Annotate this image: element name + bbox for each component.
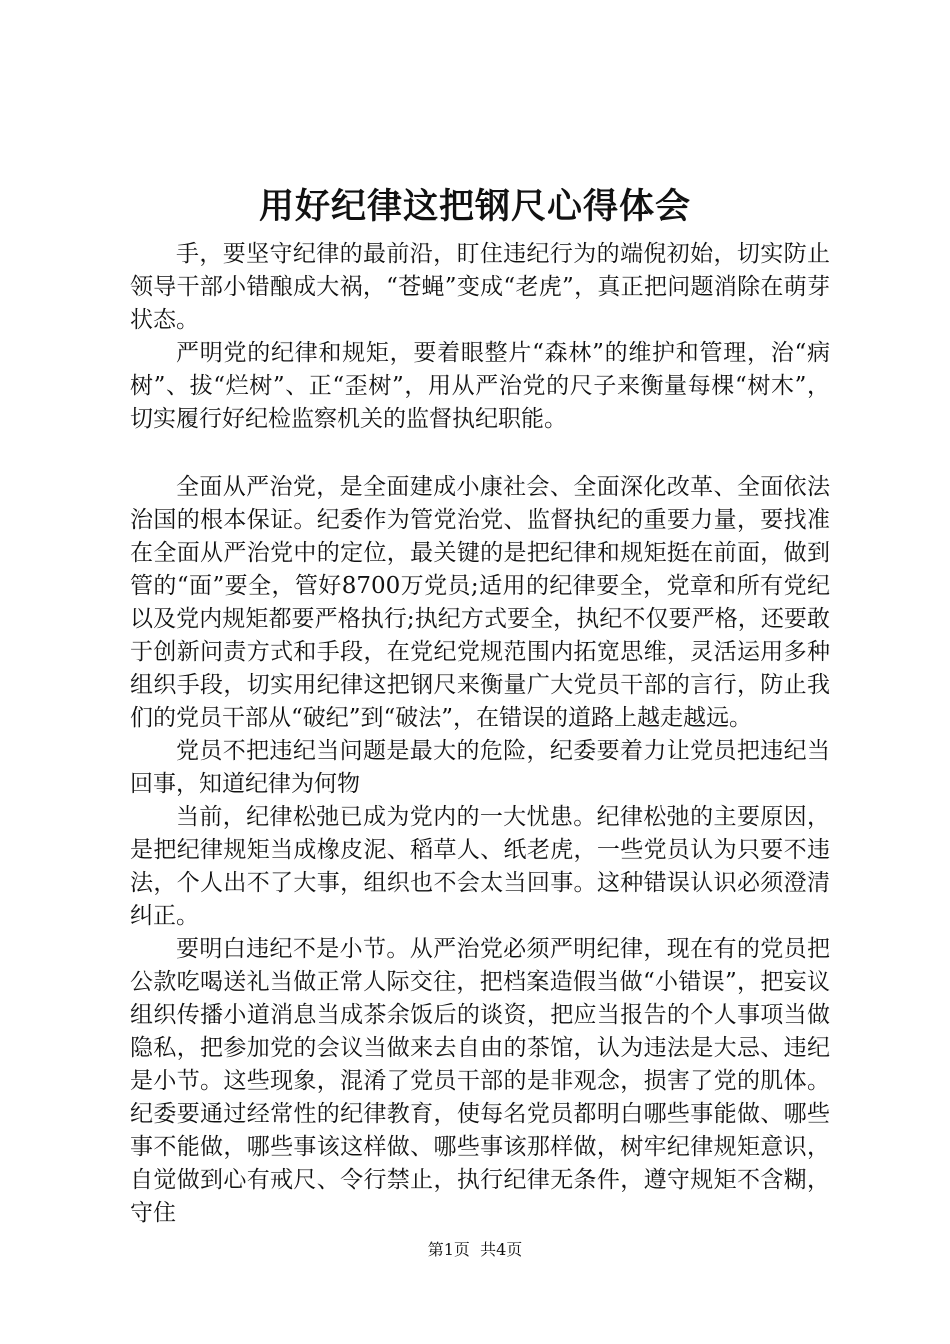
paragraph: 手，要坚守纪律的最前沿，盯住违纪行为的端倪初始，切实防止领导干部小错酿成大祸，“苍蝇”变成“老虎”，真正把问题消除在萌芽状态。 bbox=[130, 241, 830, 333]
paragraph: 当前，纪律松弛已成为党内的一大忧患。纪律松弛的主要原因，是把纪律规矩当成橡皮泥、稻草人、纸老虎，一些党员认为只要不违法，个人出不了大事，组织也不会太当回事。这种错误认识必须澄清纠正。 bbox=[130, 804, 830, 929]
paragraph: 严明党的纪律和规矩，要着眼整片“森林”的维护和管理，治“病树”、拔“烂树”、正“歪树”，用从严治党的尺子来衡量每棵“树木”，切实履行好纪检监察机关的监督执纪职能。 bbox=[130, 340, 830, 432]
paragraph-spacer bbox=[130, 436, 830, 471]
document-body bbox=[130, 238, 830, 1230]
page-number: 第1页 共4页 bbox=[427, 1240, 523, 1259]
page-footer bbox=[0, 1240, 950, 1260]
paragraph: 要明白违纪不是小节。从严治党必须严明纪律，现在有的党员把公款吃喝送礼当做正常人际交往，把档案造假当做“小错误”，把妄议组织传播小道消息当成茶余饭后的谈资，把应当报告的个人事项当做隐私，把参加党的会议当做来去自由的茶馆，认为违法是大忌、违纪是小节。这些现象，混淆了党员干部的是非观念，损害了党的肌体。纪委要通过经常性的纪律教育，使每名党员都明白哪些事能做、哪些事不能做，哪些事该这样做、哪些事该那样做，树牢纪律规矩意识，自觉做到心有戒尺、令行禁止，执行纪律无条件，遵守规矩不含糊，守住 bbox=[130, 936, 830, 1226]
paragraph: 党员不把违纪当问题是最大的危险，纪委要着力让党员把违纪当回事，知道纪律为何物 bbox=[130, 738, 830, 797]
paragraph: 全面从严治党，是全面建成小康社会、全面深化改革、全面依法治国的根本保证。纪委作为管党治党、监督执纪的重要力量，要找准在全面从严治党中的定位，最关键的是把纪律和规矩挺在前面，做到管的“面”要全，管好8700万党员;适用的纪律要全，党章和所有党纪以及党内规矩都要严格执行;执纪方式要全，执纪不仅要严格，还要敢于创新问责方式和手段，在党纪党规范围内拓宽思维，灵活运用多种组织手段，切实用纪律这把钢尺来衡量广大党员干部的言行，防止我们的党员干部从“破纪”到“破法”，在错误的道路上越走越远。 bbox=[130, 474, 830, 731]
page-title: 用好纪律这把钢尺心得体会 bbox=[258, 186, 691, 227]
